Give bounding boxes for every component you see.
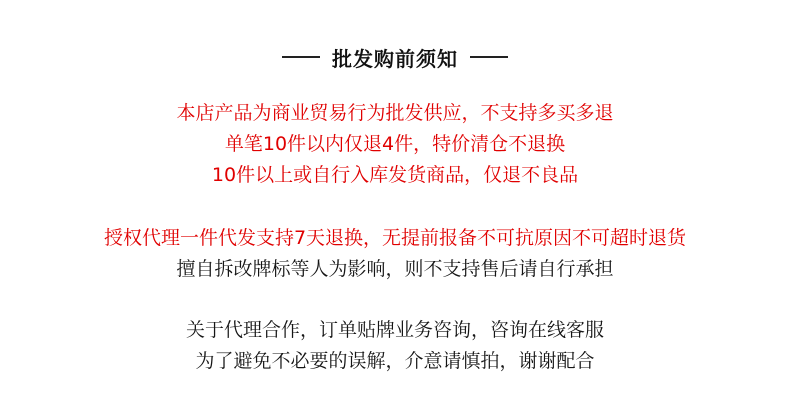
policy-line-2: 单笔10件以内仅退4件，特价清仓不退换 — [224, 133, 566, 155]
contact-line-2: 为了避免不必要的误解，介意请慎拍，谢谢配合 — [195, 350, 595, 372]
contact-line-1: 关于代理合作，订单贴牌业务咨询，咨询在线客服 — [185, 319, 604, 341]
agent-policy-line-2: 擅自拆改牌标等人为影响，则不支持售后请自行承担 — [176, 258, 614, 280]
agent-policy-line-1: 授权代理一件代发支持7天退换，无提前报备不可抗原因不可超时退货 — [103, 227, 687, 249]
title-left-dash — [282, 56, 320, 58]
policy-line-1: 本店产品为商业贸易行为批发供应，不支持多买多退 — [176, 102, 614, 124]
notice-title-row — [0, 42, 790, 72]
policy-line-3: 10件以上或自行入库发货商品，仅退不良品 — [211, 164, 579, 186]
notice-title: 批发购前须知 — [332, 46, 458, 71]
title-right-dash — [470, 56, 508, 58]
